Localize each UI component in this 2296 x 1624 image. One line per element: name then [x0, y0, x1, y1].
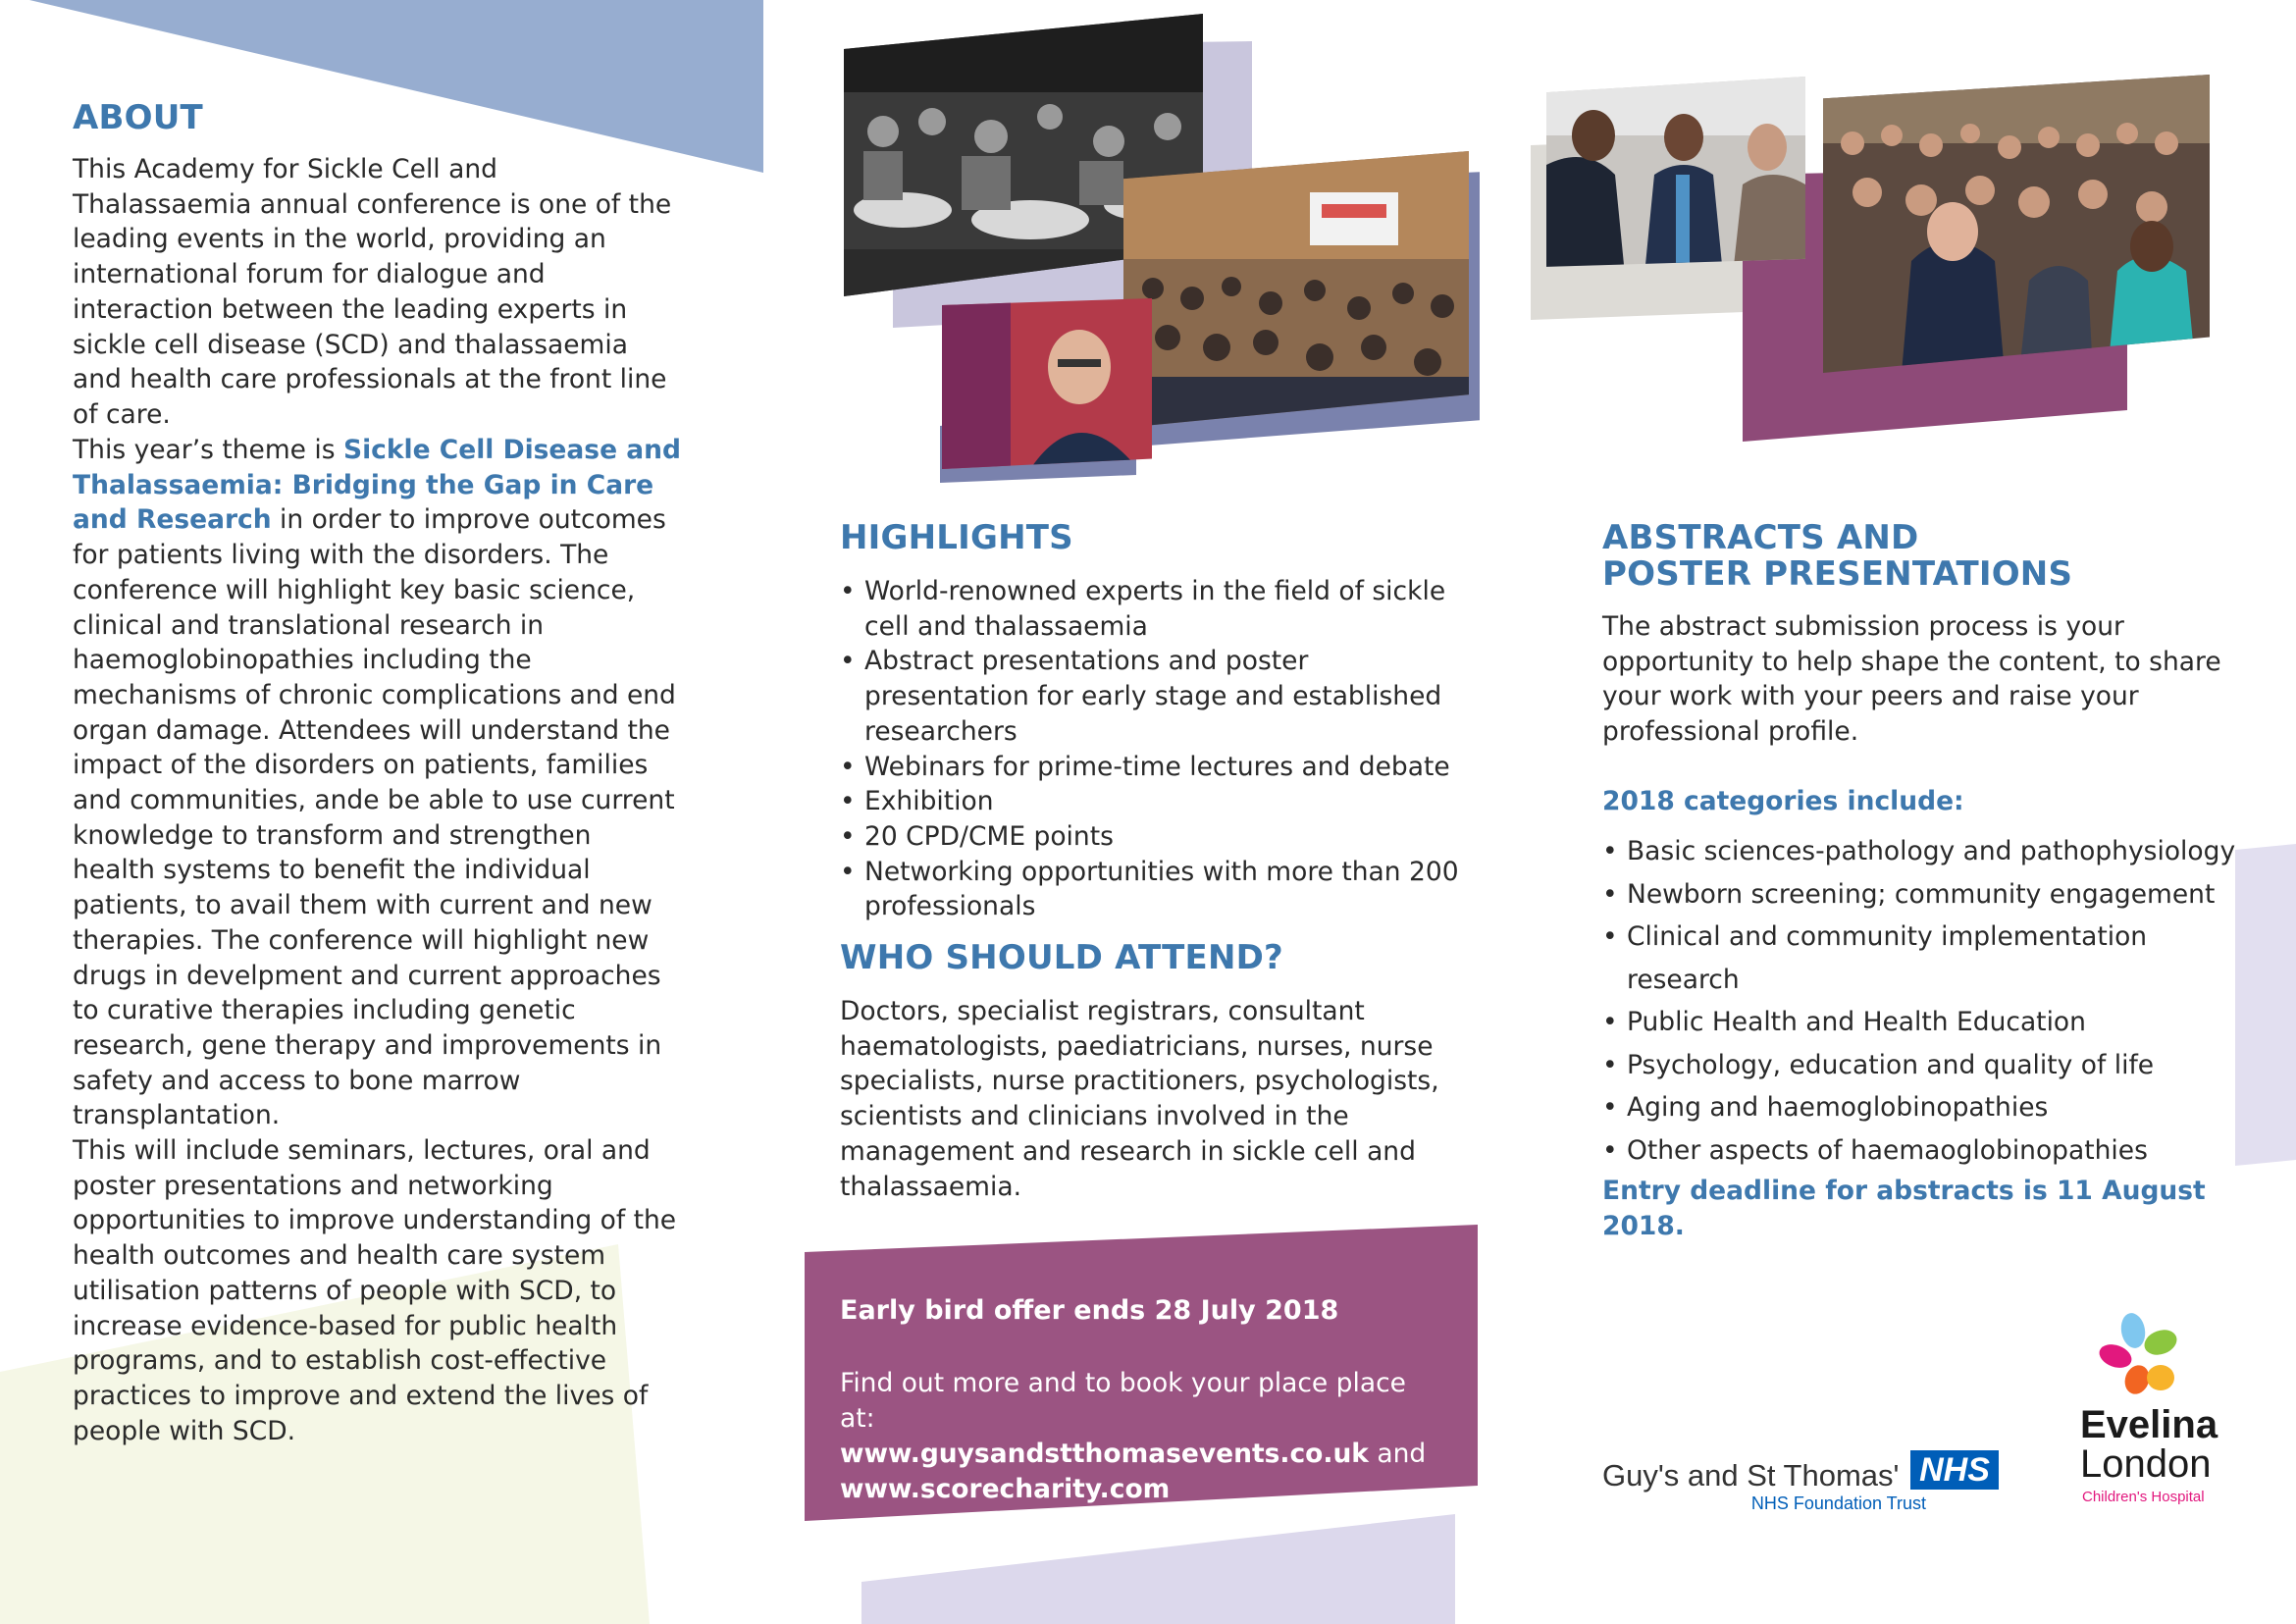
who-should-attend-heading: WHO SHOULD ATTEND?: [840, 938, 1283, 977]
categories-list: [1602, 830, 2250, 1172]
evelina-flower-icon: [2096, 1309, 2194, 1407]
score-charity-link[interactable]: www.scorecharity.com: [840, 1474, 1171, 1504]
early-bird-offer: [840, 1293, 1448, 1507]
highlight-item: • 20 CPD/CME points: [840, 819, 1468, 855]
category-item: • Public Health and Health Education: [1602, 1001, 2250, 1044]
highlight-item: • Networking opportunities with more than 200 professionals: [840, 855, 1468, 924]
abstracts-text: The abstract submission process is your opportunity to help shape the content, to share your work with your peers and raise your professional profile.: [1602, 611, 2221, 748]
highlight-item: • Exhibition: [840, 784, 1468, 819]
highlight-item: • World-renowned experts in the field of sickle cell and thalassaemia: [840, 574, 1468, 644]
highlights-heading: HIGHLIGHTS: [840, 518, 1073, 557]
bottom-lavender-shape: [861, 1514, 1455, 1624]
about-paragraph-3: This will include seminars, lectures, oral and poster presentations and networking opportunities to improve understanding of the health outcomes and health care system utilisation patterns of people with SCD, to increase evidence-based for public health programs, and to establish cost-effective practices to improve and extend the lives of people with SCD.: [73, 1135, 677, 1446]
conference-theme: Sickle Cell Disease and Thalassaemia: Bridging the Gap in Care and Research: [73, 435, 681, 536]
category-item: • Other aspects of haemaoglobinopathies: [1602, 1129, 2250, 1173]
theme-intro: This year’s theme is: [73, 435, 343, 465]
category-item: • Clinical and community implementation research: [1602, 916, 2250, 1001]
category-item: • Psychology, education and quality of life: [1602, 1044, 2250, 1087]
about-paragraph-2: [73, 433, 681, 1133]
highlight-item: • Abstract presentations and poster presentation for early stage and established researchers: [840, 644, 1468, 749]
theme-rest: in order to improve outcomes for patients living with the disorders. The conference will highlight key basic science, clinical and translational research in haemoglobinopathies including the mechanisms of chronic complications and end organ damage. Attendees will understand the impact of the disorders on patients, families and communities, ande be able to use current knowledge to transform and strengthen health systems to benefit the individual patients, to avail them with current and new therapies. The conference will highlight new drugs in develpment and current approaches to curative therapies including genetic research, gene therapy and improvements in safety and access to bone marrow transplantation.: [73, 504, 676, 1131]
who-should-attend-text: Doctors, specialist registrars, consultant haematologists, paediatricians, nurses, nurse specialists, nurse practitioners, psychologists, scientists and clinicians involved in the management and research in sickle cell and thalassaemia.: [840, 996, 1439, 1202]
highlight-item: • Webinars for prime-time lectures and debate: [840, 750, 1468, 785]
event-photo-collage-left: [842, 14, 1480, 485]
category-item: • Basic sciences-pathology and pathophysiology: [1602, 830, 2250, 873]
auditorium-photo: [1123, 151, 1469, 428]
categories-heading: 2018 categories include:: [1602, 786, 1964, 816]
offer-and: and: [1368, 1439, 1427, 1469]
childrens-hospital-text: Children's Hospital: [2082, 1489, 2205, 1505]
category-item: • Newborn screening; community engagement: [1602, 873, 2250, 917]
abstract-deadline: Entry deadline for abstracts is 11 August 2018.: [1602, 1176, 2206, 1241]
guys-events-link[interactable]: www.guysandstthomasevents.co.uk: [840, 1439, 1369, 1469]
abstracts-heading: ABSTRACTS AND POSTER PRESENTATIONS: [1602, 518, 2073, 594]
nhs-logo: NHS: [1910, 1450, 1999, 1490]
offer-intro: Find out more and to book your place place at:: [840, 1368, 1406, 1434]
gstt-name: Guy's and St Thomas': [1602, 1458, 1900, 1493]
gstt-subtitle: NHS Foundation Trust: [1750, 1493, 1926, 1513]
evelina-logo: [2076, 1309, 2218, 1515]
gstt-logo: [1602, 1450, 2014, 1519]
event-photo-collage-right: [1529, 77, 2216, 449]
audience-photo: [1823, 75, 2210, 373]
highlights-list: [840, 574, 1468, 924]
category-item: • Aging and haemoglobinopathies: [1602, 1086, 2250, 1129]
delegate-photo: [942, 298, 1152, 469]
offer-title: Early bird offer ends 28 July 2018: [840, 1295, 1339, 1326]
networking-photo: [1546, 77, 1805, 275]
about-paragraph-1: This Academy for Sickle Cell and Thalassaemia annual conference is one of the leading events in the world, providing an international forum for dialogue and interaction between the leading experts in sickle cell disease (SCD) and thalassaemia and health care professionals at the front line of care.: [73, 154, 672, 430]
london-text: London: [2080, 1442, 2212, 1486]
evelina-text: Evelina: [2080, 1403, 2218, 1446]
top-left-blue-shape: [29, 0, 763, 173]
about-heading: ABOUT: [73, 98, 203, 137]
offer-link-line: [840, 1437, 1448, 1472]
